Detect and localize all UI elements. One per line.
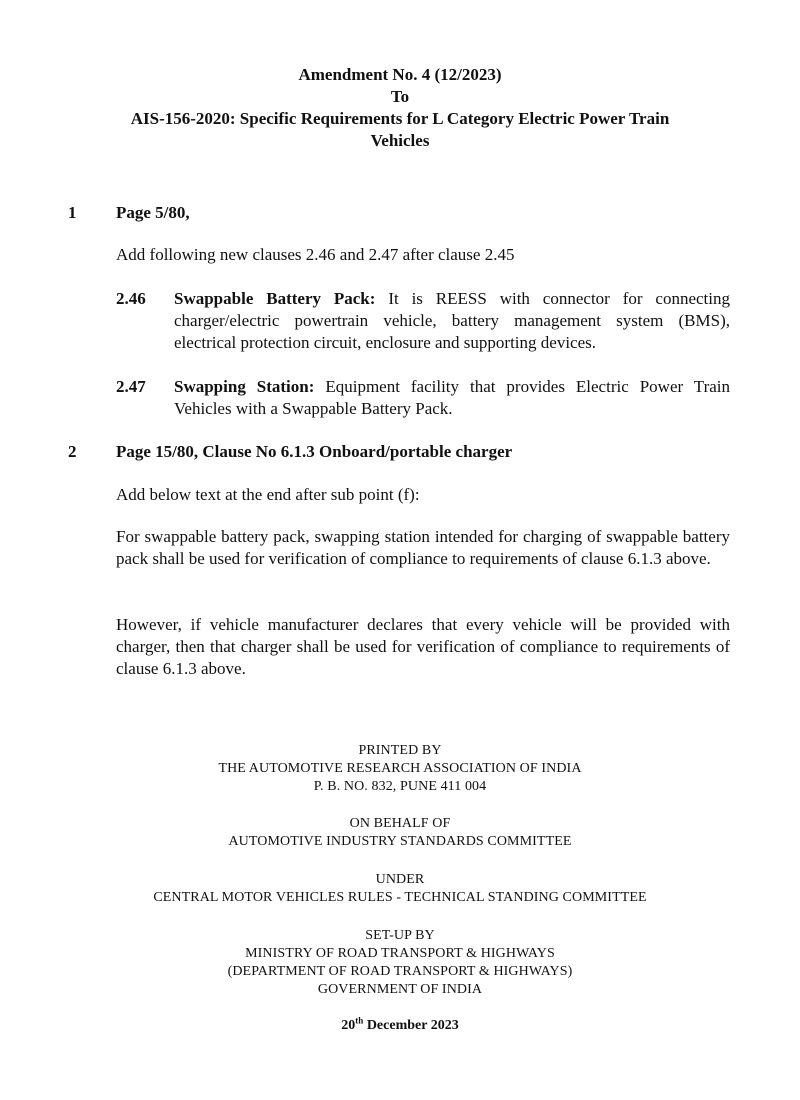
standard-title-continued: Vehicles — [370, 131, 430, 150]
section-number: 2 — [68, 442, 77, 461]
printed-by-label: PRINTED BY — [358, 743, 442, 758]
document-title — [60, 64, 740, 152]
section-1-intro: Add following new clauses 2.46 and 2.47 after clause 2.45 — [116, 245, 515, 264]
section-number: 1 — [68, 203, 77, 222]
standard-title: AIS-156-2020: Specific Requirements for L Category Electric Power Train — [130, 109, 670, 128]
clause-body — [174, 376, 730, 420]
amendment-number: Amendment No. 4 (12/2023) — [298, 65, 502, 84]
printer-block — [40, 742, 760, 796]
section-2-paragraph-2: However, if vehicle manufacturer declares that every vehicle will be provided with charger, then that charger shall be used for verification of compliance to requirements of clause 6.1.3 above. — [116, 615, 730, 678]
clause-2-46 — [116, 288, 730, 354]
committee-name: AUTOMOTIVE INDUSTRY STANDARDS COMMITTEE — [228, 834, 572, 849]
date-month-year: December 2023 — [363, 1018, 459, 1033]
section-2-paragraph-1: For swappable battery pack, swapping station intended for charging of swappable battery pack shall be used for verification of compliance to requirements of clause 6.1.3 above. — [116, 527, 730, 568]
date-day: 20 — [341, 1018, 356, 1033]
setup-block — [40, 927, 760, 999]
printer-address: P. B. NO. 832, PUNE 411 004 — [313, 779, 487, 794]
title-connector: To — [390, 87, 410, 106]
clause-number: 2.47 — [116, 377, 146, 396]
government-name: GOVERNMENT OF INDIA — [317, 982, 483, 997]
clause-2-47 — [116, 376, 730, 420]
under-block — [40, 871, 760, 907]
clause-text: Equipment facility that provides Electric Power Train Vehicles with a Swappable Battery Pack. — [174, 377, 731, 418]
behalf-block — [40, 815, 760, 851]
clause-body — [174, 288, 730, 354]
clause-term: Swappable Battery Pack: — [174, 289, 376, 308]
ministry-name: MINISTRY OF ROAD TRANSPORT & HIGHWAYS — [245, 946, 555, 961]
setup-by-label: SET-UP BY — [365, 928, 435, 943]
clause-number: 2.46 — [116, 289, 146, 308]
on-behalf-label: ON BEHALF OF — [349, 816, 451, 831]
section-title: Page 5/80, — [116, 203, 190, 222]
department-name: (DEPARTMENT OF ROAD TRANSPORT & HIGHWAYS) — [227, 964, 573, 979]
publication-date — [40, 1015, 760, 1034]
section-2-intro: Add below text at the end after sub point (f): — [116, 485, 420, 504]
technical-committee-name: CENTRAL MOTOR VEHICLES RULES - TECHNICAL STANDING COMMITTEE — [153, 890, 647, 905]
date-suffix: th — [355, 1015, 364, 1026]
clause-text: It is REESS with connector for connecting charger/electric powertrain vehicle, battery management system (BMS), electrical protection circuit, enclosure and supporting devices. — [174, 289, 730, 352]
printer-name: THE AUTOMOTIVE RESEARCH ASSOCIATION OF INDIA — [218, 761, 582, 776]
section-title: Page 15/80, Clause No 6.1.3 Onboard/portable charger — [116, 442, 513, 461]
under-label: UNDER — [375, 872, 425, 887]
clause-term: Swapping Station: — [174, 377, 315, 396]
